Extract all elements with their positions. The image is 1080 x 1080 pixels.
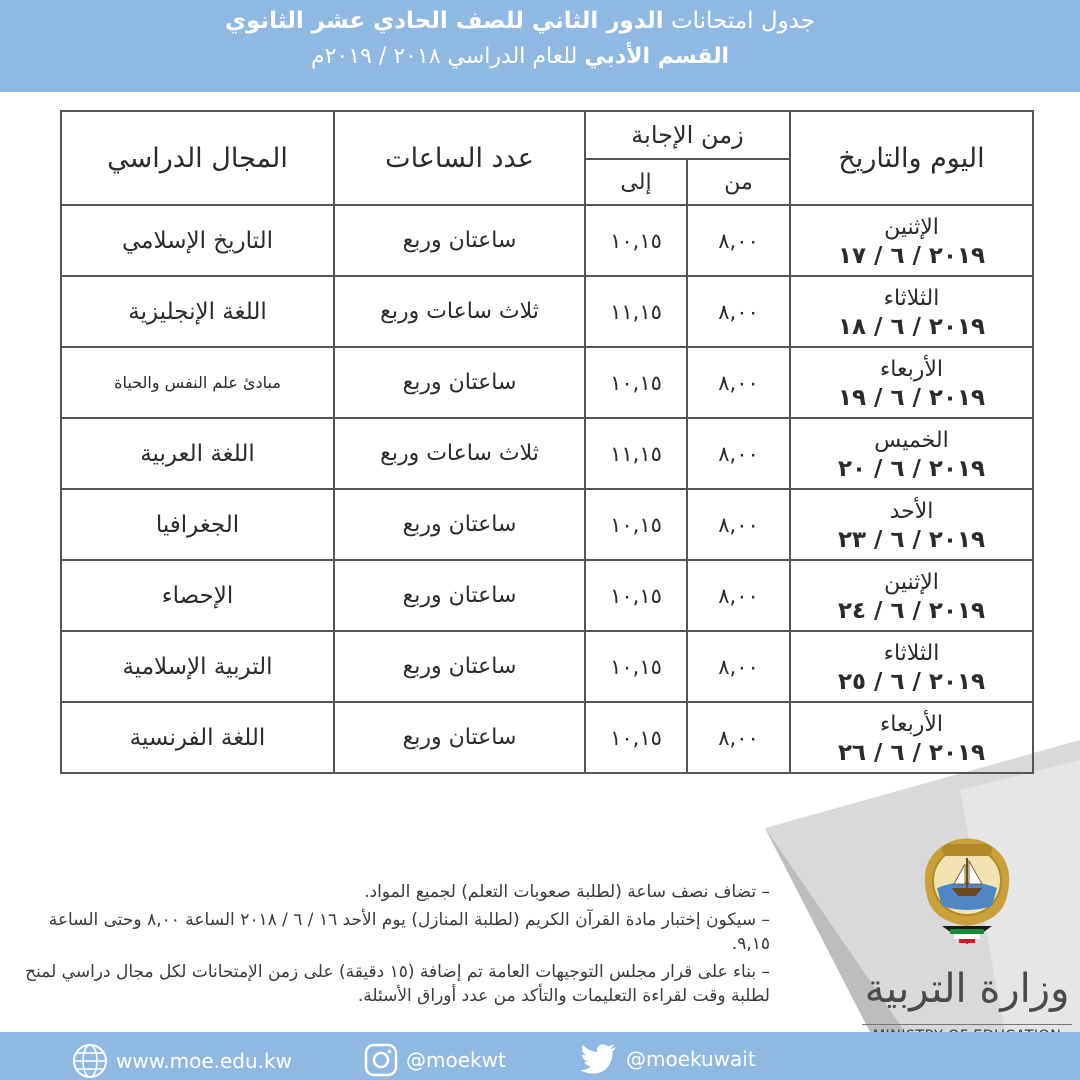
instagram-handle[interactable]: @moekwt (406, 1048, 506, 1072)
day-date-cell (790, 631, 1033, 702)
subject-cell: الجغرافيا (61, 489, 334, 560)
day-date-cell (790, 205, 1033, 276)
hours-cell: ساعتان وربع (334, 205, 585, 276)
note-item: – سيكون إختبار مادة القرآن الكريم (لطلبة المنازل) يوم الأحد ١٦ / ٦ / ٢٠١٨ الساعة ٨,٠٠ وحتى الساعة ٩,١٥. (48, 910, 770, 954)
exam-date: ٢٠١٩ / ٦ / ١٩ (837, 384, 986, 411)
hours-cell: ساعتان وربع (334, 702, 585, 773)
hours-cell: ساعتان وربع (334, 631, 585, 702)
day-name: الأربعاء (879, 356, 944, 382)
header-answer-time: زمن الإجابة (585, 111, 790, 159)
header-day-date: اليوم والتاريخ (790, 111, 1033, 205)
subject-cell: الإحصاء (61, 560, 334, 631)
twitter-bird-icon (580, 1043, 618, 1075)
end-time-cell: ١٠,١٥ (585, 631, 687, 702)
table-row (61, 347, 1033, 418)
end-time-cell: ١٠,١٥ (585, 489, 687, 560)
note-item: – بناء على قرار مجلس التوجيهات العامة تم إضافة (١٥ دقيقة) على زمن الإمتحانات لكل مجال دراسي لمنح لطلبة وقت لقراءة التعليمات والتأكد من عدد أوراق الأسئلة. (25, 962, 770, 1006)
day-name: الثلاثاء (883, 285, 940, 311)
subject-cell: التاريخ الإسلامي (61, 205, 334, 276)
start-time-cell: ٨,٠٠ (687, 418, 790, 489)
table-header-row (61, 111, 1033, 159)
header-from: من (687, 159, 790, 205)
social-twitter[interactable] (580, 1043, 756, 1075)
subject-cell: مبادئ علم النفس والحياة (61, 347, 334, 418)
day-name: الإثنين (884, 569, 939, 595)
exam-schedule-table (60, 110, 1034, 774)
table-row (61, 489, 1033, 560)
exam-date: ٢٠١٩ / ٦ / ١٨ (837, 313, 986, 340)
note-item: – تضاف نصف ساعة (لطلبة صعوبات التعلم) لجميع المواد. (364, 882, 770, 902)
start-time-cell: ٨,٠٠ (687, 560, 790, 631)
day-date-cell (790, 489, 1033, 560)
end-time-cell: ١٠,١٥ (585, 205, 687, 276)
table-row (61, 631, 1033, 702)
exam-date: ٢٠١٩ / ٦ / ٢٤ (837, 597, 986, 624)
header-to: إلى (585, 159, 687, 205)
table-row (61, 276, 1033, 347)
exam-date: ٢٠١٩ / ٦ / ٢٠ (837, 455, 986, 482)
header-banner (0, 0, 1080, 92)
header-title: جدول امتحانات الدور الثاني للصف الحادي عشر الثانوي (225, 8, 815, 34)
social-website[interactable] (72, 1043, 292, 1079)
table-row (61, 205, 1033, 276)
ministry-name-arabic: وزارة التربية (864, 966, 1070, 1012)
header-subtitle: القسم الأدبي للعام الدراسي ٢٠١٨ / ٢٠١٩م (310, 44, 729, 69)
table-row (61, 702, 1033, 773)
start-time-cell: ٨,٠٠ (687, 347, 790, 418)
end-time-cell: ١١,١٥ (585, 276, 687, 347)
subject-cell: اللغة الإنجليزية (61, 276, 334, 347)
end-time-cell: ١٠,١٥ (585, 347, 687, 418)
day-date-cell (790, 702, 1033, 773)
exam-date: ٢٠١٩ / ٦ / ٢٥ (837, 668, 986, 695)
website-link[interactable]: www.moe.edu.kw (116, 1049, 292, 1073)
start-time-cell: ٨,٠٠ (687, 489, 790, 560)
hours-cell: ساعتان وربع (334, 347, 585, 418)
exam-date: ٢٠١٩ / ٦ / ١٧ (837, 242, 986, 269)
day-name: الثلاثاء (883, 640, 940, 666)
hours-cell: ساعتان وربع (334, 489, 585, 560)
day-date-cell (790, 347, 1033, 418)
subject-cell: اللغة الفرنسية (61, 702, 334, 773)
table-row (61, 418, 1033, 489)
exam-date: ٢٠١٩ / ٦ / ٢٣ (837, 526, 986, 553)
day-date-cell (790, 560, 1033, 631)
social-instagram[interactable] (364, 1043, 506, 1077)
subject-cell: اللغة العربية (61, 418, 334, 489)
day-date-cell (790, 418, 1033, 489)
notes-section (25, 880, 770, 1012)
end-time-cell: ١٠,١٥ (585, 560, 687, 631)
day-date-cell (790, 276, 1033, 347)
day-name: الأحد (889, 498, 934, 524)
kuwait-emblem-logo (912, 826, 1022, 966)
start-time-cell: ٨,٠٠ (687, 702, 790, 773)
instagram-icon (364, 1043, 398, 1077)
end-time-cell: ١١,١٥ (585, 418, 687, 489)
subject-cell: التربية الإسلامية (61, 631, 334, 702)
day-name: الإثنين (884, 214, 939, 240)
twitter-handle[interactable]: @moekuwait (626, 1047, 756, 1071)
day-name: الخميس (874, 427, 949, 453)
header-hours: عدد الساعات (334, 111, 585, 205)
table-row (61, 560, 1033, 631)
hours-cell: ساعتان وربع (334, 560, 585, 631)
end-time-cell: ١٠,١٥ (585, 702, 687, 773)
header-subject: المجال الدراسي (61, 111, 334, 205)
day-name: الأربعاء (879, 711, 944, 737)
start-time-cell: ٨,٠٠ (687, 205, 790, 276)
start-time-cell: ٨,٠٠ (687, 276, 790, 347)
start-time-cell: ٨,٠٠ (687, 631, 790, 702)
globe-icon (72, 1043, 108, 1079)
hours-cell: ثلاث ساعات وربع (334, 418, 585, 489)
exam-date: ٢٠١٩ / ٦ / ٢٦ (837, 739, 986, 766)
hours-cell: ثلاث ساعات وربع (334, 276, 585, 347)
